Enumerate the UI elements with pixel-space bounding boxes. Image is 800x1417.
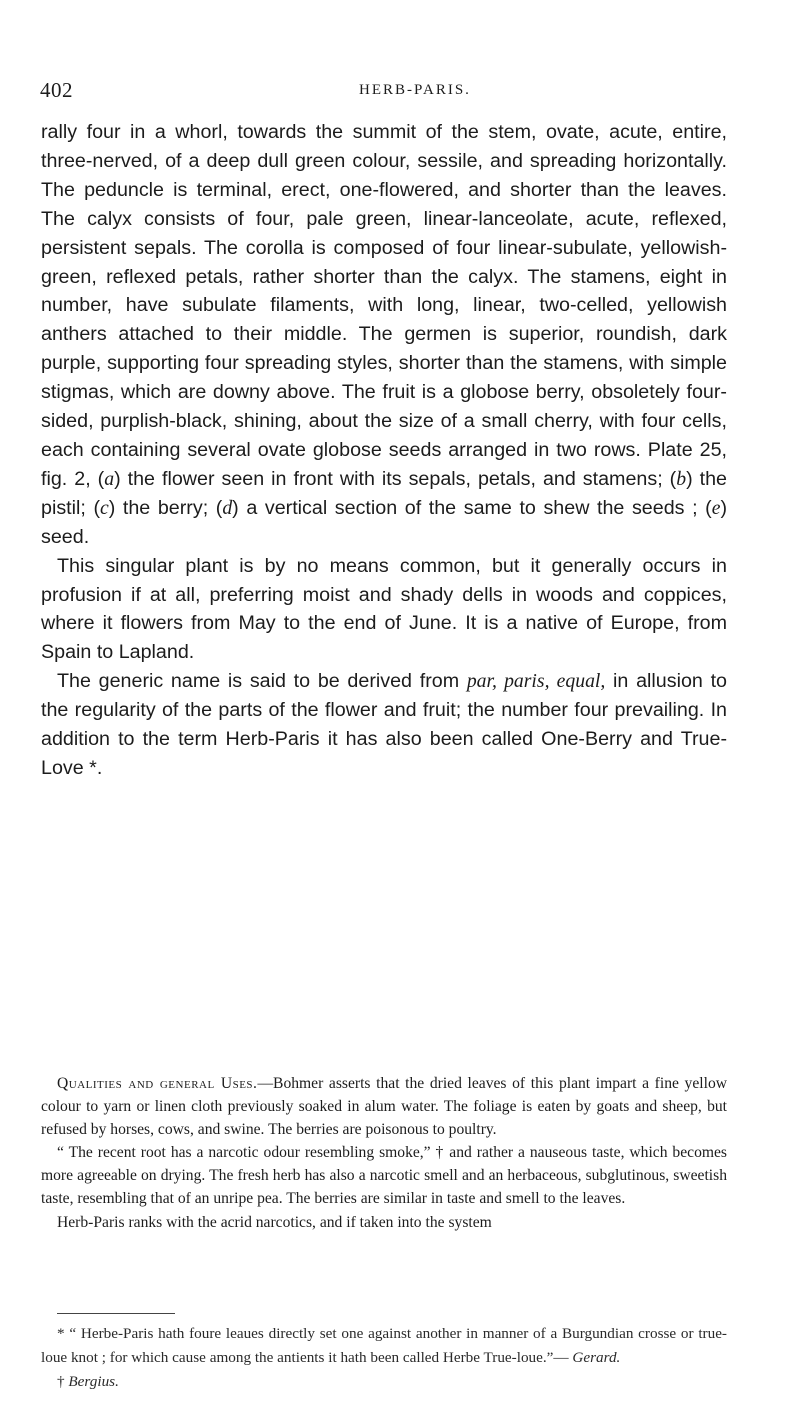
footnote-rule [57,1313,175,1314]
acrid-narcotics-paragraph: Herb-Paris ranks with the acrid narcotics, and if taken into the system [57,1213,492,1231]
footnote-bergius: † Bergius. [57,1373,119,1390]
qualities-section [41,1072,727,1234]
footnote-gerard: * “ Herbe-Paris hath foure leaues directly set one against another in manner of a Burgundian crosse or true-loue knot ; for which cause among the antients it hath been called Herbe True-loue.”— Gerard. [41,1325,727,1366]
page-header [40,78,790,108]
footnotes [41,1322,727,1394]
paragraph-habitat: This singular plant is by no means common, but it generally occurs in profusion if at all, preferring moist and shady dells in woods and coppices, where it flowers from May to the end of June. It is a native of Europe, from Spain to Lapland. [41,554,727,664]
italic-latin-phrase: par, paris, equal, [466,670,606,693]
running-title: HERB-PARIS. [359,82,471,98]
paragraph-description: rally four in a whorl, towards the summit of the stem, ovate, acute, entire, three-nerved, of a deep dull green colour, sessile, and spreading horizontally. The peduncle is terminal, erect, one-flowered, and shorter than the leaves. The calyx consists of four, pale green, linear-lanceolate, acute, reflexed, persistent sepals. The corolla is composed of four linear-subulate, yellowish-green, reflexed petals, rather shorter than the calyx. The stamens, eight in number, have subulate filaments, with long, linear, two-celled, yellowish anthers attached to their middle. The germen is superior, roundish, dark purple, supporting four spreading styles, shorter than the stamens, with simple stigmas, which are downy above. The fruit is a globose berry, obsoletely four-sided, purplish-black, shining, about the size of a small cherry, with four cells, each containing several ovate globose seeds arranged in two rows. Plate 25, fig. 2, (a) the flower seen in front with its sepals, petals, and stamens; (b) the pistil; (c) the berry; (d) a vertical section of the same to shew the seeds ; (e) seed. [41,121,727,548]
paragraph-etymology: The generic name is said to be derived from par, paris, equal, in allusion to the regularity of the parts of the flower and fruit; the number four prevailing. In addition to the term Herb-Paris it has also been called One-Berry and True-Love *. [41,670,727,779]
page-number: 402 [40,78,73,102]
qualities-paragraph: Qualities and general Uses.—Bohmer asserts that the dried leaves of this plant impart a fine yellow colour to yarn or linen cloth previously soaked in alum water. The foliage is eaten by goats and sheep, but refused by horses, cows, and swine. The berries are poisonous to poultry. [41,1075,727,1139]
section-heading: Qualities and general Uses. [57,1075,258,1092]
main-text [41,118,727,783]
narcotic-paragraph: “ The recent root has a narcotic odour resembling smoke,” † and rather a nauseous taste, which becomes more agreeable on drying. The fresh herb has also a narcotic smell and an herbaceous, subglutinous, sweetish taste, resembling that of an unripe pea. The berries are similar in taste and smell to the leaves. [41,1144,727,1208]
